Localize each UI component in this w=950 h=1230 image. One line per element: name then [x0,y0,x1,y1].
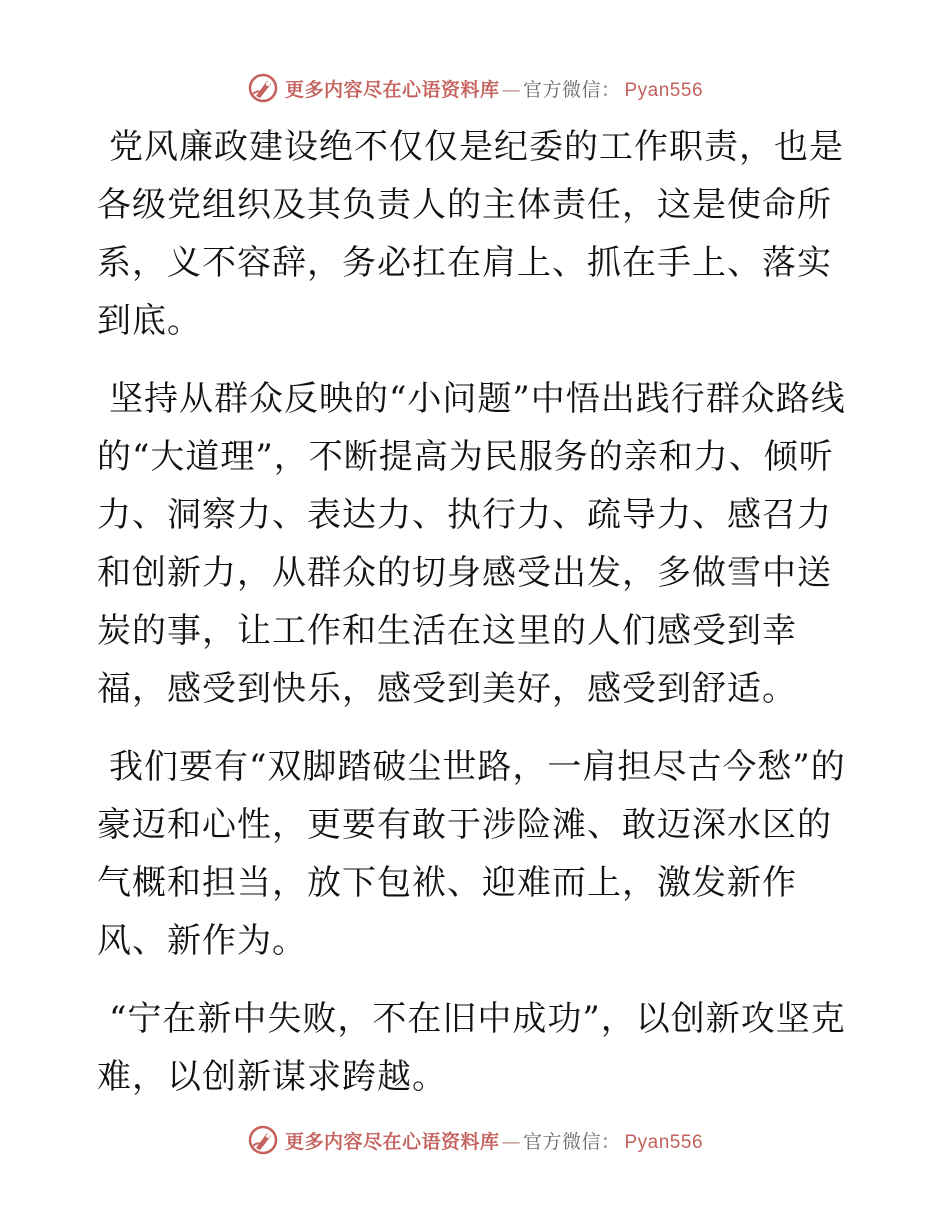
header-banner-text [285,75,703,102]
paragraph-1: 党风廉政建设绝不仅仅是纪委的工作职责，也是各级党组织及其负责人的主体责任，这是使命所系，义不容辞，务必扛在肩上、抓在手上、落实到底。 [97,127,844,341]
pen-nib-logo-icon [247,72,279,104]
footer-banner-dash: — [501,1130,521,1153]
header-banner-account: Pyan556 [624,79,704,101]
paragraph-3: 我们要有“双脚踏破尘世路，一肩担尽古今愁”的豪迈和心性，更要有敢于涉险滩、敢迈深水区的气概和担当，放下包袱、迎难而上，激发新作风、新作为。 [97,747,846,961]
header-banner-dash: — [501,78,521,101]
header-banner-main-text: 更多内容尽在心语资料库 [284,78,500,101]
document-body [97,118,857,1126]
paragraph-2: 坚持从群众反映的“小问题”中悟出践行群众路线的“大道理”，不断提高为民服务的亲和力、倾听力、洞察力、表达力、执行力、疏导力、感召力和创新力，从群众的切身感受出发，多做雪中送炭的事，让工作和生活在这里的人们感受到幸福，感受到快乐，感受到美好，感受到舒适。 [97,379,846,709]
footer-banner-main-text: 更多内容尽在心语资料库 [284,1130,500,1153]
header-banner [0,68,950,108]
paragraph-4: “宁在新中失败，不在旧中成功”，以创新攻坚克难，以创新谋求跨越。 [97,999,846,1097]
footer-banner-wechat-label: 官方微信： [522,1130,621,1153]
footer-banner-text [285,1127,703,1154]
footer-banner [0,1120,950,1160]
header-banner-wechat-label: 官方微信： [522,78,621,101]
footer-banner-account: Pyan556 [624,1131,704,1153]
pen-nib-logo-icon [247,1124,279,1156]
